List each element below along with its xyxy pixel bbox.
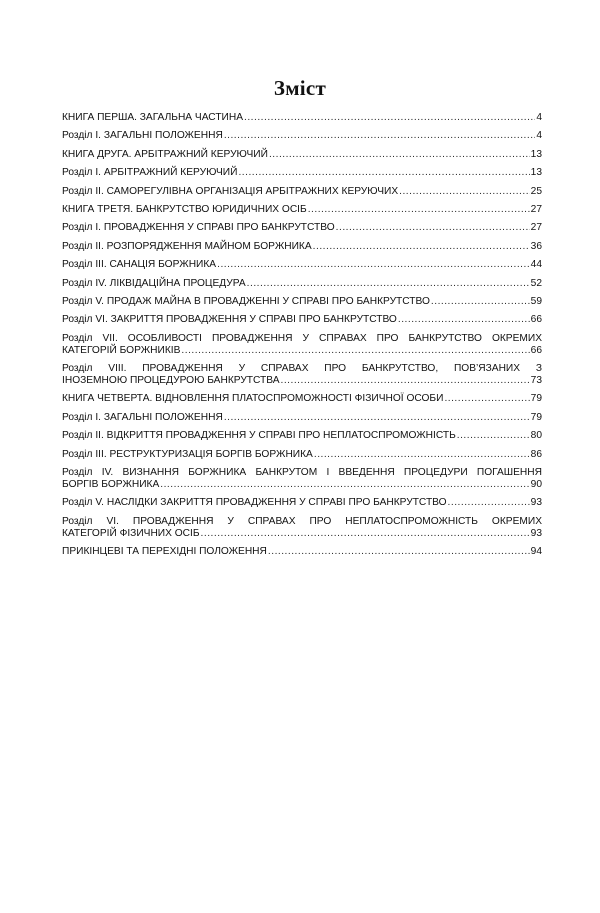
- dot-leader: [398, 314, 530, 326]
- toc-entry[interactable]: [62, 363, 542, 387]
- toc-entry-title: КНИГА ТРЕТЯ. БАНКРУТСТВО ЮРИДИЧНИХ ОСІБ: [62, 203, 307, 215]
- toc-entry-page: 27: [530, 222, 542, 234]
- toc-entry-page: 79: [530, 411, 542, 423]
- toc-entry-title-line1: Розділ VII. ОСОБЛИВОСТІ ПРОВАДЖЕННЯ У СПРАВАХ ПРО БАНКРУТСТВО ОКРЕМИХ: [62, 332, 542, 344]
- dot-leader: [313, 241, 530, 253]
- toc-entry-title: Розділ V. ПРОДАЖ МАЙНА В ПРОВАДЖЕННІ У СПРАВІ ПРО БАНКРУТСТВО: [62, 295, 430, 307]
- dot-leader: [160, 479, 529, 491]
- toc-entry-page: 90: [530, 479, 542, 491]
- toc-entry-title: КНИГА ПЕРША. ЗАГАЛЬНА ЧАСТИНА: [62, 112, 244, 123]
- toc-entry-title: Розділ І. ПРОВАДЖЕННЯ У СПРАВІ ПРО БАНКРУТСТВО: [62, 222, 335, 234]
- dot-leader: [314, 449, 530, 461]
- toc-entry-title: Розділ V. НАСЛІДКИ ЗАКРИТТЯ ПРОВАДЖЕННЯ У СПРАВІ ПРО БАНКРУТСТВО: [62, 497, 447, 509]
- dot-leader: [281, 375, 530, 387]
- toc-entry-page: 4: [536, 130, 542, 142]
- table-of-contents: [62, 112, 542, 565]
- toc-entry-title: Розділ І. АРБІТРАЖНИЙ КЕРУЮЧИЙ: [62, 167, 238, 179]
- toc-entry[interactable]: [62, 497, 542, 509]
- toc-entry-page: 25: [530, 185, 542, 197]
- dot-leader: [457, 430, 530, 442]
- toc-entry-title: Розділ ІІІ. САНАЦІЯ БОРЖНИКА: [62, 259, 217, 271]
- toc-entry-page: 73: [530, 375, 542, 387]
- toc-entry-page: 79: [530, 393, 542, 405]
- toc-entry[interactable]: [62, 412, 542, 424]
- dot-leader: [181, 345, 529, 357]
- toc-entry-title: Розділ І. ЗАГАЛЬНІ ПОЛОЖЕННЯ: [62, 130, 223, 142]
- toc-entry[interactable]: [62, 130, 542, 142]
- toc-entry-page: 13: [530, 148, 542, 160]
- toc-entry[interactable]: [62, 167, 542, 179]
- toc-entry[interactable]: [62, 149, 542, 161]
- dot-leader: [431, 296, 530, 308]
- toc-entry[interactable]: [62, 186, 542, 198]
- toc-entry-page: 93: [530, 527, 542, 539]
- toc-entry-title: Розділ І. ЗАГАЛЬНІ ПОЛОЖЕННЯ: [62, 411, 223, 423]
- dot-leader: [201, 528, 530, 540]
- toc-entry-page: 86: [530, 448, 542, 460]
- toc-entry-page: 13: [530, 167, 542, 179]
- dot-leader: [448, 497, 530, 509]
- toc-entry-title-line1: Розділ VIII. ПРОВАДЖЕННЯ У СПРАВАХ ПРО БАНКРУТСТВО, ПОВ’ЯЗАНИХ З: [62, 363, 542, 375]
- dot-leader: [399, 186, 530, 198]
- toc-entry[interactable]: [62, 259, 542, 271]
- toc-entry-page: 52: [530, 277, 542, 289]
- dot-leader: [308, 204, 530, 216]
- toc-entry[interactable]: [62, 222, 542, 234]
- toc-entry[interactable]: [62, 241, 542, 253]
- toc-entry-page: 66: [530, 314, 542, 326]
- dot-leader: [224, 412, 530, 424]
- dot-leader: [217, 259, 530, 271]
- toc-entry-title: КНИГА ДРУГА. АРБІТРАЖНИЙ КЕРУЮЧИЙ: [62, 148, 268, 160]
- toc-entry-page: 59: [530, 295, 542, 307]
- toc-entry-title: Розділ VI. ЗАКРИТТЯ ПРОВАДЖЕННЯ У СПРАВІ ПРО БАНКРУТСТВО: [62, 314, 397, 326]
- toc-entry[interactable]: [62, 314, 542, 326]
- toc-entry[interactable]: [62, 333, 542, 357]
- toc-entry-title: КНИГА ЧЕТВЕРТА. ВІДНОВЛЕННЯ ПЛАТОСПРОМОЖНОСТІ ФІЗИЧНОЇ ОСОБИ: [62, 393, 444, 405]
- toc-entry[interactable]: [62, 467, 542, 491]
- toc-entry[interactable]: [62, 112, 542, 124]
- dot-leader: [244, 112, 535, 124]
- dot-leader: [238, 167, 529, 179]
- toc-entry-page: 44: [530, 259, 542, 271]
- dot-leader: [268, 546, 530, 558]
- toc-entry-title-line2: ІНОЗЕМНОЮ ПРОЦЕДУРОЮ БАНКРУТСТВА: [62, 375, 280, 387]
- toc-entry-page: 93: [530, 497, 542, 509]
- toc-entry-title: ПРИКІНЦЕВІ ТА ПЕРЕХІДНІ ПОЛОЖЕННЯ: [62, 546, 267, 558]
- toc-entry-page: 4: [536, 112, 542, 123]
- toc-entry-title-line1: Розділ VI. ПРОВАДЖЕННЯ У СПРАВАХ ПРО НЕПЛАТОСПРОМОЖНІСТЬ ОКРЕМИХ: [62, 515, 542, 527]
- dot-leader: [224, 130, 536, 142]
- toc-entry-title-line2: БОРГІВ БОРЖНИКА: [62, 479, 160, 491]
- toc-entry-page: 36: [530, 240, 542, 252]
- toc-entry-page: 80: [530, 430, 542, 442]
- dot-leader: [444, 393, 529, 405]
- toc-entry[interactable]: [62, 430, 542, 442]
- toc-entry-page: 27: [530, 203, 542, 215]
- dot-leader: [247, 278, 530, 290]
- toc-entry-title: Розділ ІІ. РОЗПОРЯДЖЕННЯ МАЙНОМ БОРЖНИКА: [62, 240, 312, 252]
- toc-entry-page: 66: [530, 344, 542, 356]
- toc-entry-title: Розділ ІІІ. РЕСТРУКТУРИЗАЦІЯ БОРГІВ БОРЖНИКА: [62, 448, 313, 460]
- toc-entry[interactable]: [62, 393, 542, 405]
- toc-entry[interactable]: [62, 296, 542, 308]
- dot-leader: [269, 149, 530, 161]
- toc-entry-title: Розділ ІІ. ВІДКРИТТЯ ПРОВАДЖЕННЯ У СПРАВІ ПРО НЕПЛАТОСПРОМОЖНІСТЬ: [62, 430, 456, 442]
- dot-leader: [336, 222, 530, 234]
- page-title: Зміст: [273, 76, 327, 100]
- toc-entry[interactable]: [62, 204, 542, 216]
- toc-entry-title-line2: КАТЕГОРІЙ БОРЖНИКІВ: [62, 344, 181, 356]
- toc-entry-title-line1: Розділ IV. ВИЗНАННЯ БОРЖНИКА БАНКРУТОМ І ВВЕДЕННЯ ПРОЦЕДУРИ ПОГАШЕННЯ: [62, 467, 542, 479]
- toc-entry-title: Розділ ІІ. САМОРЕГУЛІВНА ОРГАНІЗАЦІЯ АРБІТРАЖНИХ КЕРУЮЧИХ: [62, 185, 399, 197]
- toc-entry[interactable]: [62, 278, 542, 290]
- toc-entry[interactable]: [62, 516, 542, 540]
- toc-entry-title: Розділ IV. ЛІКВІДАЦІЙНА ПРОЦЕДУРА: [62, 277, 246, 289]
- toc-entry-title-line2: КАТЕГОРІЙ ФІЗИЧНИХ ОСІБ: [62, 527, 200, 539]
- toc-entry-page: 94: [530, 546, 542, 558]
- toc-entry[interactable]: [62, 449, 542, 461]
- toc-entry[interactable]: [62, 546, 542, 558]
